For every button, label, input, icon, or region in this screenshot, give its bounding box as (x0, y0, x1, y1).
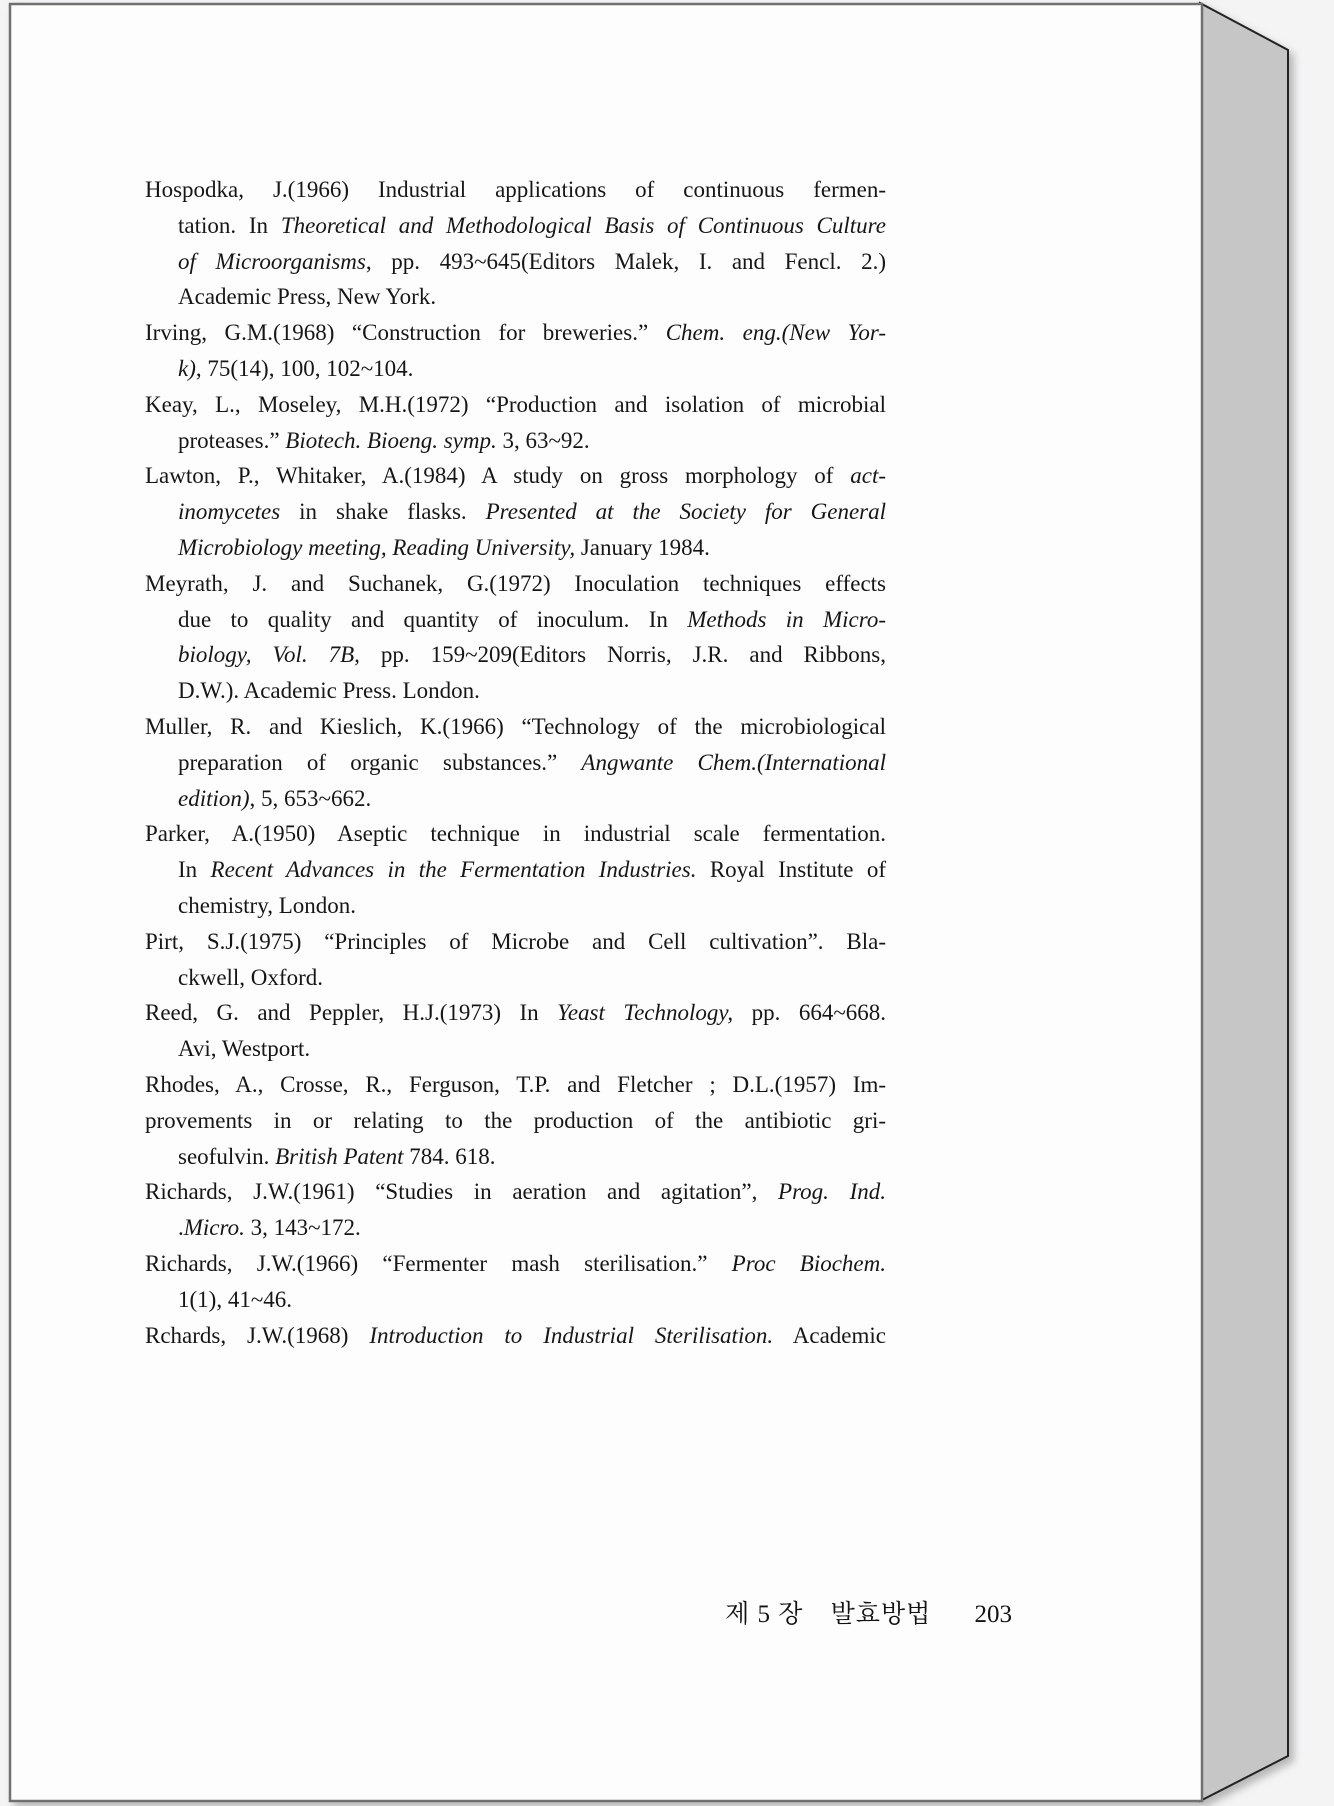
reference-entry (145, 1067, 886, 1174)
reference-line (145, 423, 886, 459)
reference-line (145, 816, 886, 852)
reference-entry (145, 387, 886, 459)
reference-text: Rhodes, A., Crosse, R., Ferguson, T.P. and Fletcher ; D.L.(1957) Im- (145, 1071, 886, 1097)
reference-line (145, 1139, 886, 1175)
reference-line (145, 279, 886, 315)
reference-line (145, 172, 886, 208)
reference-italic-text: Introduction to Industrial Sterilisation. (369, 1322, 774, 1348)
reference-text: provements in or relating to the production of the antibiotic gri- (145, 1107, 886, 1133)
reference-text: Richards, J.W.(1961) “Studies in aeration and agitation”, (145, 1179, 779, 1205)
reference-text: chemistry, London. (178, 892, 357, 918)
reference-text: pp. 159~209(Editors Norris, J.R. and Ribbons, (359, 642, 886, 668)
reference-line (145, 1210, 886, 1246)
reference-line (145, 458, 886, 494)
reference-line (145, 709, 886, 745)
reference-italic-text: biology, Vol. 7B, (178, 642, 360, 668)
reference-line (145, 637, 886, 673)
reference-text: Reed, G. and Peppler, H.J.(1973) In (145, 1000, 558, 1026)
reference-italic-text: Presented at the Society for General (485, 499, 887, 525)
reference-italic-text: Biotech. Bioeng. symp. (285, 427, 497, 453)
reference-italic-text: k) (178, 355, 196, 381)
reference-entry (145, 1246, 886, 1318)
reference-line (145, 781, 886, 817)
reference-italic-text: Methods in Micro- (687, 606, 886, 632)
reference-line (145, 673, 886, 709)
reference-line (145, 1246, 886, 1282)
reference-line (145, 530, 886, 566)
reference-text: due to quality and quantity of inoculum. In (178, 606, 688, 632)
reference-entry (145, 709, 886, 816)
footer-chapter-label: 제 5 장 (725, 1601, 804, 1628)
reference-line (145, 566, 886, 602)
reference-entry (145, 816, 886, 923)
book-fore-edge (1200, 3, 1288, 1801)
reference-text: January 1984. (575, 534, 710, 560)
reference-italic-text: British Patent (275, 1143, 404, 1169)
reference-text: Hospodka, J.(1966) Industrial applications of continuous fermen- (145, 177, 886, 202)
reference-text: 3, 143~172. (244, 1215, 361, 1241)
reference-text: Pirt, S.J.(1975) “Principles of Microbe and Cell cultivation”. Bla- (145, 928, 886, 954)
reference-entry (145, 924, 886, 996)
reference-text: pp. 664~668. (733, 1000, 887, 1026)
reference-line (145, 351, 886, 387)
reference-text: D.W.). Academic Press. London. (178, 678, 480, 704)
reference-line (145, 1174, 886, 1210)
reference-italic-text: Angwante Chem.(International (581, 749, 887, 775)
reference-text: seofulvin. (178, 1143, 276, 1169)
reference-italic-text: Proc Biochem. (731, 1250, 886, 1276)
reference-italic-text: Micro. (183, 1215, 245, 1241)
reference-text: Avi, Westport. (178, 1036, 311, 1062)
reference-italic-text: Yeast Technology, (557, 1000, 734, 1026)
reference-entry (145, 172, 886, 315)
reference-italic-text: Recent Advances in the Fermentation Industries. (210, 857, 697, 883)
reference-line (145, 888, 886, 924)
reference-entry (145, 566, 886, 709)
reference-text: Keay, L., Moseley, M.H.(1972) “Production and isolation of microbial (145, 391, 886, 417)
reference-line (145, 1067, 886, 1103)
reference-text: Parker, A.(1950) Aseptic technique in industrial scale fermentation. (145, 821, 886, 847)
reference-text: Lawton, P., Whitaker, A.(1984) A study on gross morphology of (145, 463, 851, 489)
reference-line (145, 602, 886, 638)
reference-italic-text: Prog. Ind. (778, 1179, 886, 1205)
reference-text: , pp. 493~645(Editors Malek, I. and Fencl. 2.) (365, 248, 886, 274)
reference-line (145, 1031, 886, 1067)
reference-entry (145, 1174, 886, 1246)
reference-text: Richards, J.W.(1966) “Fermenter mash sterilisation.” (145, 1250, 732, 1276)
reference-line (145, 387, 886, 423)
reference-line (145, 924, 886, 960)
reference-text: proteases.” (178, 427, 286, 453)
reference-entry (145, 315, 886, 387)
reference-italic-text: act- (850, 463, 886, 489)
reference-text: in shake flasks. (280, 499, 486, 525)
reference-text: Irving, G.M.(1968) “Construction for breweries.” (145, 320, 666, 346)
reference-line (145, 1282, 886, 1318)
reference-line (145, 244, 886, 280)
reference-entry (145, 1318, 886, 1354)
reference-entry (145, 995, 886, 1067)
reference-line (145, 960, 886, 996)
reference-line (145, 852, 886, 888)
reference-line (145, 745, 886, 781)
reference-text: . (178, 1215, 184, 1241)
reference-text: , 5, 653~662. (249, 785, 372, 811)
reference-text: 1(1), 41~46. (178, 1286, 293, 1312)
reference-list (145, 172, 886, 1353)
reference-text: In (178, 857, 211, 883)
reference-italic-text: Microbiology meeting, Reading University, (178, 534, 576, 560)
reference-text: Meyrath, J. and Suchanek, G.(1972) Inoculation techniques effects (145, 570, 886, 596)
reference-italic-text: of Microorganisms (178, 248, 366, 274)
reference-line (145, 315, 886, 351)
reference-entry (145, 458, 886, 565)
reference-text: 784. 618. (403, 1143, 496, 1169)
reference-text: ckwell, Oxford. (178, 964, 323, 990)
reference-text: , 75(14), 100, 102~104. (195, 355, 414, 381)
reference-italic-text: Theoretical and Methodological Basis of Continuous Culture (280, 212, 886, 238)
reference-text: Academic (773, 1322, 886, 1348)
reference-line (145, 995, 886, 1031)
reference-text: preparation of organic substances.” (178, 749, 582, 775)
reference-line (145, 494, 886, 530)
footer-section-label: 발효방법 (830, 1601, 932, 1628)
reference-line (145, 208, 886, 244)
reference-line (145, 1318, 886, 1354)
page-footer (500, 1594, 1012, 1630)
reference-italic-text: Chem. eng.(New Yor- (665, 320, 887, 346)
reference-line (145, 1103, 886, 1139)
references-text-block (145, 172, 886, 1353)
footer-page-number: 203 (974, 1601, 1012, 1628)
reference-italic-text: inomycetes (178, 499, 281, 525)
reference-text: 3, 63~92. (496, 427, 590, 453)
reference-text: Rchards, J.W.(1968) (145, 1322, 370, 1348)
reference-text: tation. In (178, 212, 281, 238)
reference-text: Academic Press, New York. (178, 284, 437, 310)
reference-text: Muller, R. and Kieslich, K.(1966) “Technology of the microbiological (145, 713, 886, 739)
reference-italic-text: edition) (178, 785, 250, 811)
reference-text: Royal Institute of (696, 857, 886, 883)
